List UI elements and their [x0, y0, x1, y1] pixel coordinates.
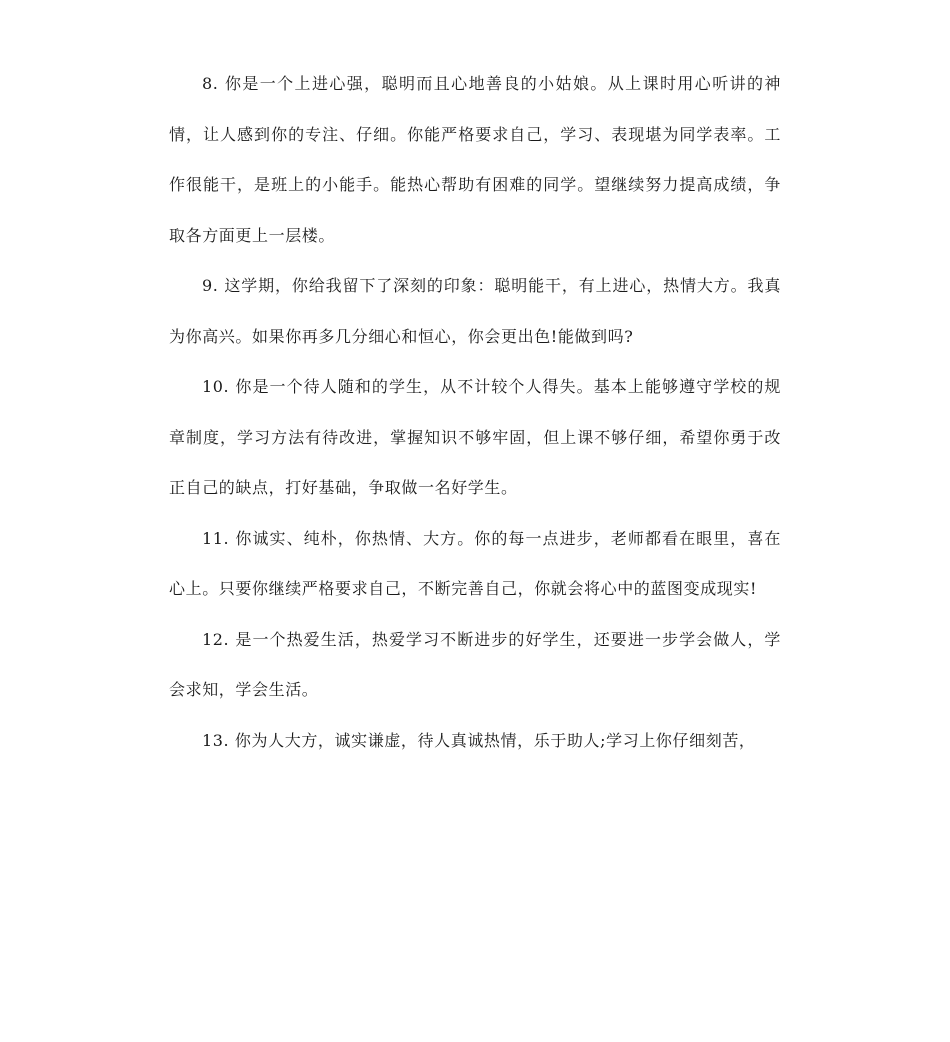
comment-paragraph-12: 12. 是一个热爱生活，热爱学习不断进步的好学生，还要进一步学会做人，学会求知，学会生活。 [169, 629, 781, 699]
comment-paragraph-10: 10. 你是一个待人随和的学生，从不计较个人得失。基本上能够遵守学校的规章制度，学习方法有待改进，掌握知识不够牢固，但上课不够仔细，希望你勇于改正自己的缺点，打好基础，争取做一名好学生。 [169, 377, 781, 497]
comment-paragraph-8: 8. 你是一个上进心强，聪明而且心地善良的小姑娘。从上课时用心听讲的神情，让人感到你的专注、仔细。你能严格要求自己，学习、表现堪为同学表率。工作很能干，是班上的小能手。能热心帮助有困难的同学。望继续努力提高成绩，争取各方面更上一层楼。 [169, 74, 781, 245]
comment-paragraph-13: 13. 你为人大方，诚实谦虚，待人真诚热情，乐于助人;学习上你仔细刻苦， [202, 730, 756, 750]
comment-paragraph-11: 11. 你诚实、纯朴，你热情、大方。你的每一点进步，老师都看在眼里，喜在心上。只要你继续严格要求自己，不断完善自己，你就会将心中的蓝图变成现实! [169, 528, 781, 598]
comment-paragraph-9: 9. 这学期，你给我留下了深刻的印象：聪明能干，有上进心，热情大方。我真为你高兴。如果你再多几分细心和恒心，你会更出色!能做到吗? [169, 276, 781, 346]
document-body [169, 59, 781, 766]
